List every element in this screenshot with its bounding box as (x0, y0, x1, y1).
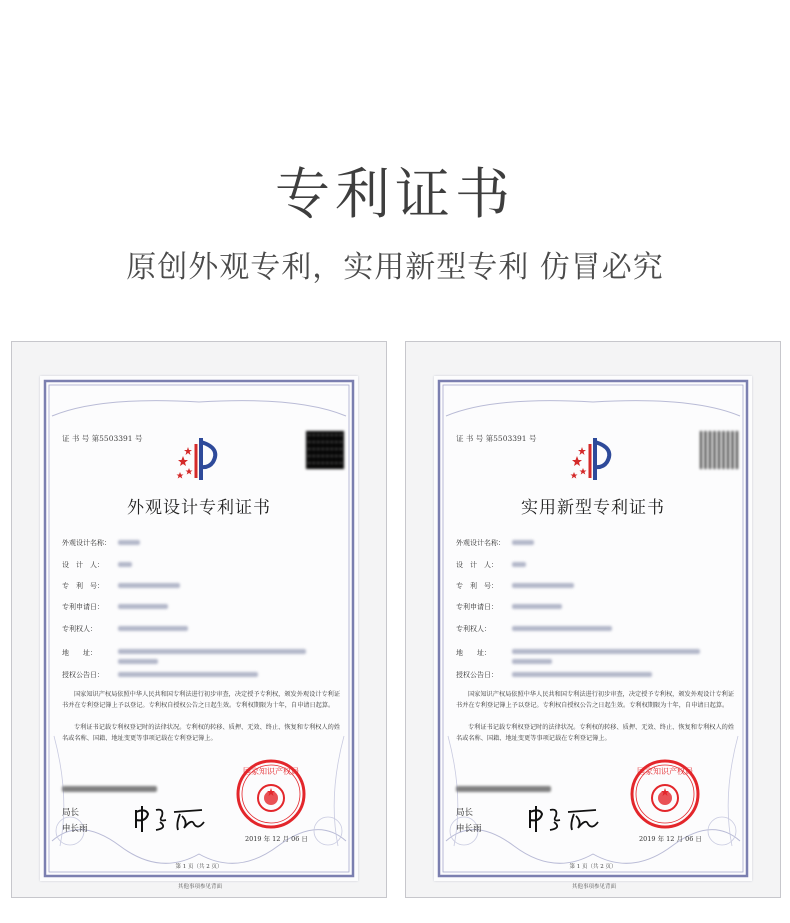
field-label: 专利申请日： (456, 603, 498, 611)
blurred-value (118, 626, 188, 631)
field-label: 专利申请日： (62, 603, 104, 611)
page-title: 专利证书 (274, 162, 515, 226)
field-label: 地 址： (456, 649, 491, 657)
signature-title: 局长 (62, 808, 80, 818)
certificate-paragraph: 国家知识产权局依照中华人民共和国专利法进行初步审查，决定授予专利权，颁发外观设计专利证书并在专利登记簿上予以登记。专利权自授权公告之日起生效。专利权期限为十年，自申请日起算。 (456, 691, 735, 709)
blurred-barcode-text (62, 786, 157, 792)
blurred-value (512, 659, 552, 664)
field-label: 专 利 号： (456, 582, 498, 590)
certificate-utility-patent (405, 341, 781, 898)
blurred-value (118, 659, 158, 664)
certificate-paragraph: 专利证书记载专利权登记时的法律状况。专利权的转移、质押、无效、终止、恢复和专利权人的姓名或名称、国籍、地址变更等事项记载在专利登记簿上。 (62, 724, 341, 742)
blurred-value (118, 583, 180, 588)
blurred-value (512, 604, 562, 609)
page-subtitle: 原创外观专利，实用新型专利 仿冒必究 (126, 250, 664, 285)
footer-note: 其他事项参见背面 (571, 884, 616, 890)
svg-text:国家知识产权局: 国家知识产权局 (243, 767, 299, 776)
qr-code (306, 431, 344, 469)
qr-code (700, 431, 738, 469)
certificate-number: 证 书 号 第5503391 号 (456, 434, 537, 443)
page-number: 第 1 页（共 2 页） (569, 864, 617, 870)
field-label: 专利权人： (62, 625, 97, 633)
field-label: 设 计 人： (62, 561, 104, 569)
blurred-value (118, 540, 140, 545)
field-label: 授权公告日： (456, 671, 498, 679)
field-label: 地 址： (62, 649, 97, 657)
blurred-value (512, 626, 612, 631)
certificate-title: 外观设计专利证书 (127, 498, 271, 518)
cnipa-logo-icon (569, 434, 619, 484)
official-seal (235, 758, 307, 830)
field-label: 授权公告日： (62, 671, 104, 679)
blurred-value (512, 540, 534, 545)
field-label: 设 计 人： (456, 561, 498, 569)
certificate-paper (40, 376, 358, 881)
page-number: 第 1 页（共 2 页） (175, 864, 223, 870)
footer-note: 其他事项参见背面 (177, 884, 222, 890)
signature-name: 申长雨 (62, 824, 88, 834)
handwritten-signature (132, 804, 212, 834)
blurred-value (512, 672, 652, 677)
signature-title: 局长 (456, 808, 474, 818)
blurred-value (512, 562, 526, 567)
blurred-value (512, 583, 574, 588)
cnipa-logo-icon (175, 434, 225, 484)
blurred-value (118, 562, 132, 567)
official-seal (629, 758, 701, 830)
field-label: 专利权人： (456, 625, 491, 633)
blurred-value (118, 672, 258, 677)
blurred-barcode-text (456, 786, 551, 792)
blurred-value (118, 604, 168, 609)
issue-date: 2019 年 12 月 06 日 (245, 835, 308, 843)
issue-date: 2019 年 12 月 06 日 (639, 835, 702, 843)
certificate-paragraph: 专利证书记载专利权登记时的法律状况。专利权的转移、质押、无效、终止、恢复和专利权人的姓名或名称、国籍、地址变更等事项记载在专利登记簿上。 (456, 724, 735, 742)
blurred-value (118, 649, 306, 654)
certificate-paragraph: 国家知识产权局依照中华人民共和国专利法进行初步审查，决定授予专利权，颁发外观设计专利证书并在专利登记簿上予以登记。专利权自授权公告之日起生效。专利权期限为十年，自申请日起算。 (62, 691, 341, 709)
blurred-value (512, 649, 700, 654)
certificate-title: 实用新型专利证书 (521, 498, 665, 518)
certificate-paper (434, 376, 752, 881)
field-label: 外观设计名称： (62, 539, 111, 547)
certificate-number: 证 书 号 第5503391 号 (62, 434, 143, 443)
svg-text:国家知识产权局: 国家知识产权局 (637, 767, 693, 776)
signature-name: 申长雨 (456, 824, 482, 834)
handwritten-signature (526, 804, 606, 834)
certificate-design-patent (11, 341, 387, 898)
field-label: 外观设计名称： (456, 539, 505, 547)
field-label: 专 利 号： (62, 582, 104, 590)
